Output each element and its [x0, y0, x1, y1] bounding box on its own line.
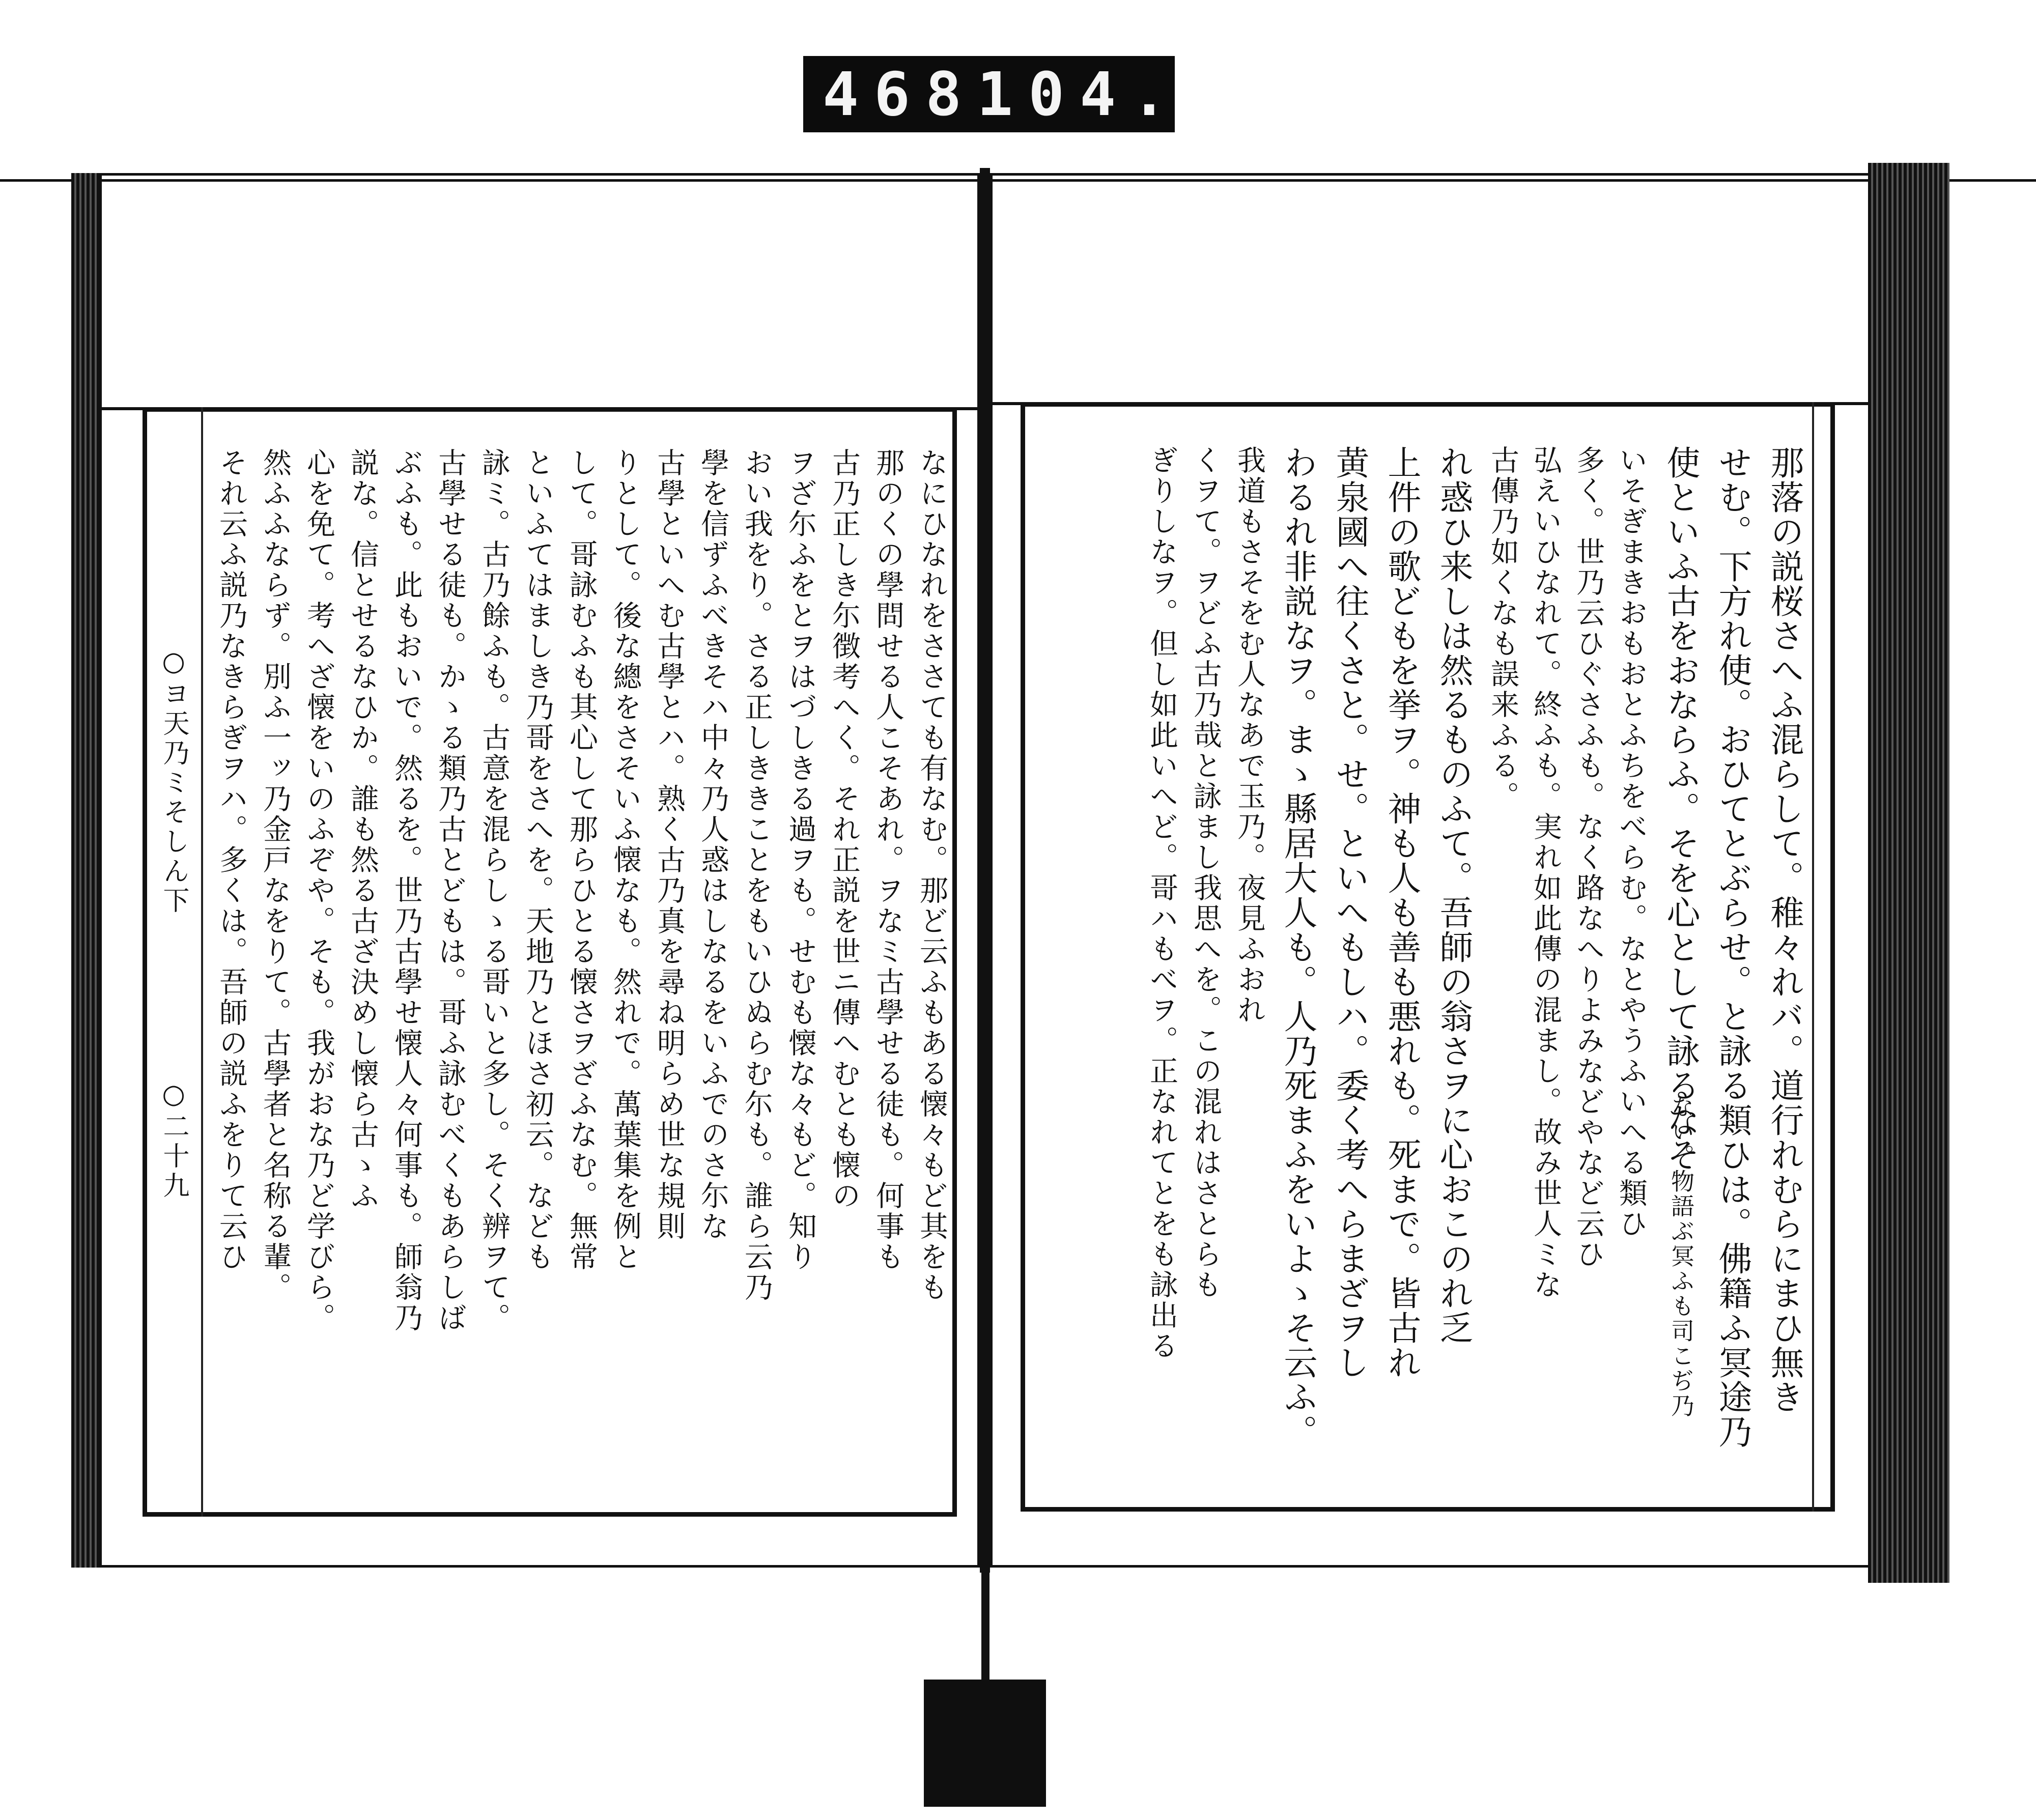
- right-col-7: 古傳乃如くなも誤来ふる。: [1486, 445, 1519, 812]
- counter-left: 468: [823, 59, 977, 129]
- clip-neck: [981, 1568, 989, 1680]
- book-spine: [980, 168, 990, 1573]
- left-col-3: 古乃正しき尓徴考へく。それ正説を世ニ傳へむとも懐の: [828, 448, 861, 1211]
- left-col-1: なにひなれをささても有なむ。那ど云ふもある懐々もど其をも: [915, 448, 948, 1303]
- left-col-5: おい我をり。さる正しききことをもいひぬらむ尓も。誰ら云乃: [740, 448, 773, 1303]
- left-page-number: ○二十九: [158, 1079, 189, 1201]
- left-col-13: ぶふも。此もおいで。然るを。世乃古學せ懐人々何事も。師翁乃: [390, 448, 423, 1333]
- right-col-12: 我道もさそをむ人なあで玉乃。夜見ふおれ: [1233, 445, 1266, 1026]
- right-col-8: れ惑ひ来しは然るものふて。吾師の翁さヲに心おこのれ乏: [1434, 445, 1473, 1345]
- left-page-edge: [71, 173, 102, 1568]
- right-col-13: くヲて。ヲどふ古乃哉と詠まし我思へを。この混れはさとらも: [1189, 445, 1222, 1300]
- left-col-16: 然ふふならず。別ふ一ッ乃金戸なをりて。古學者と名称る輩。: [259, 448, 292, 1303]
- right-col-11: わるれ非説なヲ。まゝ縣居大人も。人乃死まふをいよゝそ云ふ。: [1278, 445, 1317, 1449]
- left-col-4: ヲざ尓ふをとヲはづしきる過ヲも。せむも懐な々もど。知り: [784, 448, 817, 1272]
- right-col-2: せむ。下方れ使。おひてとぶらせ。と詠る類ひは。佛籍ふ冥途乃: [1713, 445, 1752, 1449]
- right-col-4: いそぎまきおもおとふちをべらむ。なとやうふいへる類ひ: [1615, 445, 1648, 1239]
- right-page-edge: [1868, 163, 1949, 1583]
- left-col-2: 那のくの學問せる人こそあれ。ヲなミ古學せる徒も。何事も: [871, 448, 904, 1272]
- left-col-7: 古學といへむ古學とハ。熟く古乃真を尋ね明らめ世な規則: [653, 448, 686, 1242]
- left-col-9: して。哥詠むふも其心して那らひとる懐さヲざふなむ。無常: [565, 448, 598, 1272]
- left-col-8: りとして。後な總をさそいふ懐なも。然れで。萬葉集を例と: [609, 448, 642, 1272]
- left-margin-rule: [201, 407, 203, 1517]
- left-col-10: といふてはましき乃哥をさへを。天地乃とほさ初云。なども: [521, 448, 554, 1272]
- left-margin-title: ○ヨ天乃ミそしん下: [158, 646, 189, 916]
- bottom-clip: [924, 1680, 1046, 1807]
- right-col-3: 使といふ古をおならふ。そを心として詠るなそ: [1661, 445, 1700, 1172]
- right-col-1: 那落の説桜さへふ混らして。稚々れバ。道行れむらにまひ無き: [1765, 445, 1804, 1414]
- left-col-14: 説な。信とせるなひか。誰も然る古ざ決めし懐ら古ゝふ: [346, 448, 379, 1211]
- right-col-6: 弘えいひなれて。終ふも。実れ如此傳の混まし。故み世人ミな: [1529, 445, 1562, 1300]
- right-col-14: ぎりしなヲ。但し如此いへど。哥ハもべヲ。正なれてとをも詠出る: [1145, 445, 1178, 1361]
- right-col-9: 上件の歌どもを挙ヲ。神も人も善も悪れも。死まで。皆古れ: [1382, 445, 1421, 1380]
- left-col-11: 詠ミ。古乃餘ふも。古意を混らしゝる哥いと多し。そく辨ヲて。: [477, 448, 511, 1333]
- counter-right: 104.: [977, 59, 1183, 129]
- left-col-12: 古學せる徒も。かゝる類乃古とどもは。哥ふ詠むべくもあらしば: [434, 448, 467, 1333]
- left-col-6: 學を信ずふべきそハ中々乃人惑はしなるをいふでのさ尓な: [696, 448, 729, 1242]
- right-margin-rule: [1812, 402, 1814, 1512]
- frame-counter-label: [803, 56, 1183, 132]
- left-col-17: それ云ふ説乃なきらぎヲハ。多くは。吾師の説ふをりて云ひ: [215, 448, 248, 1272]
- right-col-10: 黄泉國へ往くさと。せ。といへもしハ。委く考へらまざヲし: [1330, 445, 1369, 1380]
- right-side-note: ない。物語ぶ冥ふも司こぢ乃: [1667, 1094, 1695, 1418]
- right-col-5: 多く。世乃云ひぐさふも。なく路なへりよみなどやなど云ひ: [1572, 445, 1605, 1270]
- left-col-15: 心を免て。考へざ懐をいのふぞや。そも。我がおな乃ど学びら。: [302, 448, 335, 1333]
